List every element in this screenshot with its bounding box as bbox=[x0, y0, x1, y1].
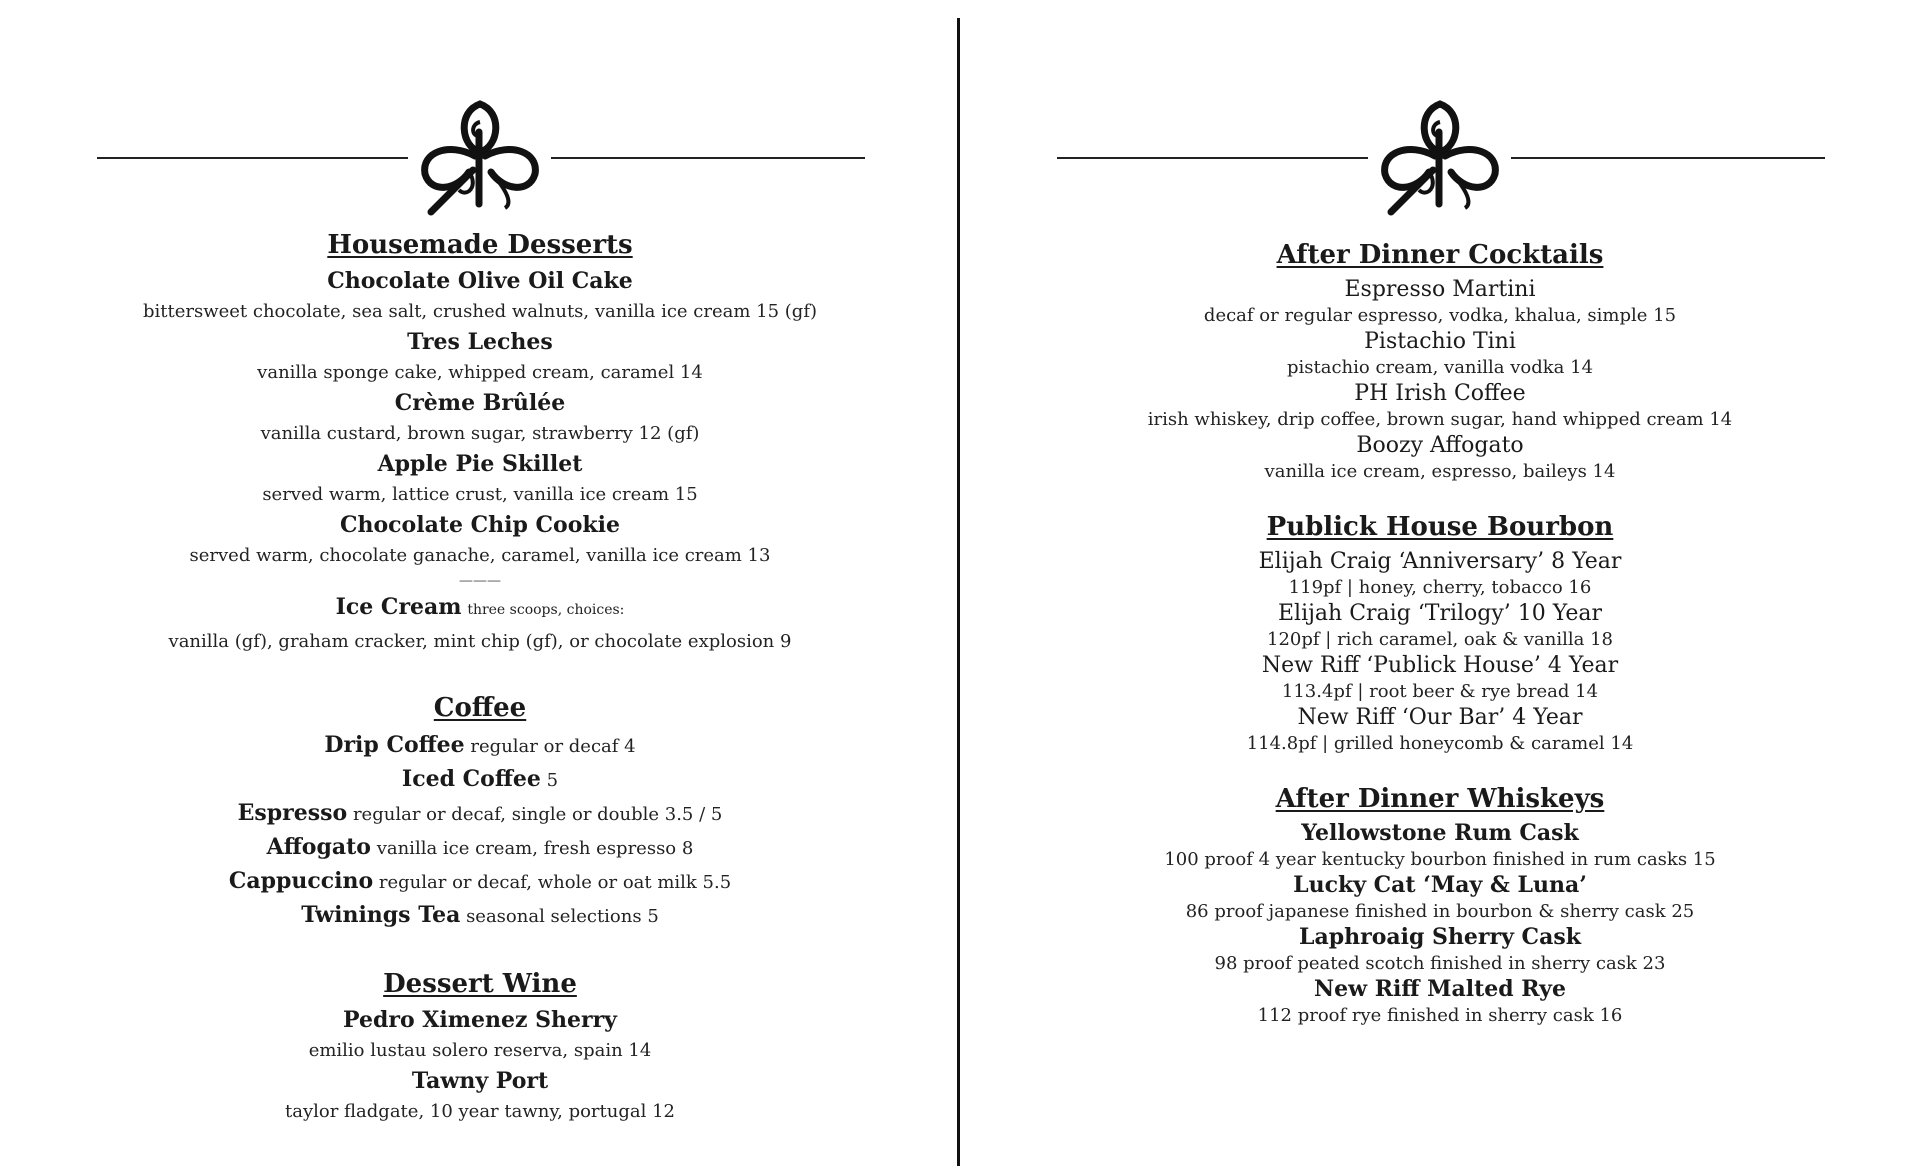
wine-list bbox=[40, 1005, 920, 1127]
item-name: New Riff ‘Our Bar’ 4 Year bbox=[1297, 705, 1583, 730]
desserts-list bbox=[40, 266, 920, 571]
left-menu-page bbox=[40, 0, 920, 1127]
item-desc: served warm, lattice crust, vanilla ice cream 15 bbox=[262, 484, 698, 505]
item-name: Tawny Port bbox=[411, 1068, 549, 1094]
item-name: Pistachio Tini bbox=[1364, 329, 1516, 354]
item-desc: 5 bbox=[546, 770, 559, 791]
item-name: PH Irish Coffee bbox=[1354, 381, 1526, 406]
item-name: Twinings Tea bbox=[301, 902, 461, 928]
menu-row bbox=[40, 797, 920, 831]
item-desc: vanilla sponge cake, whipped cream, caramel 14 bbox=[257, 362, 703, 383]
item-desc: decaf or regular espresso, vodka, khalua, simple 15 bbox=[1203, 305, 1677, 326]
menu-row bbox=[40, 729, 920, 763]
item-name: Boozy Affogato bbox=[1356, 433, 1524, 458]
right-menu-page bbox=[1000, 0, 1880, 1028]
item-desc: 86 proof japanese finished in bourbon & sherry cask 25 bbox=[1185, 901, 1695, 922]
item-name: Elijah Craig ‘Trilogy’ 10 Year bbox=[1277, 601, 1603, 626]
item-name: Affogato bbox=[266, 834, 371, 860]
section-title-coffee: Coffee bbox=[433, 693, 527, 723]
item-desc: 113.4pf | root beer & rye bread 14 bbox=[1281, 681, 1599, 702]
item-desc: 114.8pf | grilled honeycomb & caramel 14 bbox=[1246, 733, 1634, 754]
item-note: three scoops, choices: bbox=[467, 602, 625, 618]
section-title-bourbon: Publick House Bourbon bbox=[1266, 512, 1614, 542]
menu-row bbox=[40, 763, 920, 797]
item-desc: 120pf | rich caramel, oak & vanilla 18 bbox=[1267, 629, 1613, 650]
shamrock-logo-icon bbox=[1369, 92, 1511, 222]
item-desc: regular or decaf 4 bbox=[470, 736, 636, 757]
item-name: Espresso bbox=[237, 800, 348, 826]
section-title-whiskeys: After Dinner Whiskeys bbox=[1275, 784, 1605, 814]
bourbon-list bbox=[1000, 548, 1880, 756]
header-rule-left bbox=[1057, 157, 1368, 159]
item-name: Yellowstone Rum Cask bbox=[1301, 820, 1579, 846]
item-name: New Riff ‘Publick House’ 4 Year bbox=[1261, 653, 1619, 678]
item-desc: seasonal selections 5 bbox=[466, 906, 659, 927]
item-name: New Riff Malted Rye bbox=[1314, 976, 1566, 1002]
section-title-desserts: Housemade Desserts bbox=[327, 230, 633, 260]
item-name: Chocolate Chip Cookie bbox=[339, 512, 621, 538]
whiskeys-list bbox=[1000, 820, 1880, 1028]
item-name: Ice Cream bbox=[335, 594, 462, 620]
header-rule-right bbox=[551, 157, 865, 159]
item-desc: 100 proof 4 year kentucky bourbon finished in rum casks 15 bbox=[1164, 849, 1716, 870]
item-name: Espresso Martini bbox=[1344, 277, 1536, 302]
item-desc: taylor fladgate, 10 year tawny, portugal 12 bbox=[284, 1101, 675, 1122]
item-desc: 112 proof rye finished in sherry cask 16 bbox=[1257, 1005, 1623, 1026]
left-header bbox=[40, 0, 920, 220]
item-name: Lucky Cat ‘May & Luna’ bbox=[1293, 872, 1587, 898]
item-name: Chocolate Olive Oil Cake bbox=[327, 268, 633, 294]
item-name: Pedro Ximenez Sherry bbox=[343, 1007, 617, 1033]
menu-row bbox=[40, 831, 920, 865]
page-divider bbox=[957, 18, 960, 1166]
header-rule-right bbox=[1511, 157, 1825, 159]
menu-row bbox=[40, 865, 920, 899]
item-name: Crème Brûlée bbox=[394, 390, 566, 416]
coffee-list bbox=[40, 729, 920, 933]
item-desc: vanilla custard, brown sugar, strawberry 12 (gf) bbox=[260, 423, 700, 444]
item-desc: served warm, chocolate ganache, caramel, vanilla ice cream 13 bbox=[189, 545, 771, 566]
section-title-dessert-wine: Dessert Wine bbox=[383, 969, 577, 999]
item-desc: emilio lustau solero reserva, spain 14 bbox=[308, 1040, 652, 1061]
item-desc: bittersweet chocolate, sea salt, crushed walnuts, vanilla ice cream 15 (gf) bbox=[142, 301, 818, 322]
item-name: Drip Coffee bbox=[324, 732, 465, 758]
item-name: Laphroaig Sherry Cask bbox=[1299, 924, 1581, 950]
item-name: Tres Leches bbox=[407, 329, 553, 355]
right-menu-content bbox=[1000, 238, 1880, 1028]
separator: ——— bbox=[459, 573, 501, 589]
item-desc: 119pf | honey, cherry, tobacco 16 bbox=[1288, 577, 1592, 598]
item-desc: regular or decaf, single or double 3.5 / 5 bbox=[352, 804, 723, 825]
header-rule-left bbox=[97, 157, 408, 159]
item-desc: 98 proof peated scotch finished in sherry cask 23 bbox=[1214, 953, 1666, 974]
left-menu-content bbox=[40, 228, 920, 1127]
item-desc: pistachio cream, vanilla vodka 14 bbox=[1286, 357, 1594, 378]
section-title-cocktails: After Dinner Cocktails bbox=[1276, 240, 1604, 270]
item-name: Elijah Craig ‘Anniversary’ 8 Year bbox=[1258, 549, 1622, 574]
item-desc: vanilla (gf), graham cracker, mint chip (gf), or chocolate explosion 9 bbox=[168, 631, 792, 652]
item-name: Apple Pie Skillet bbox=[377, 451, 583, 477]
shamrock-logo-icon bbox=[409, 92, 551, 222]
item-desc: vanilla ice cream, fresh espresso 8 bbox=[376, 838, 694, 859]
cocktails-list bbox=[1000, 276, 1880, 484]
menu-row bbox=[40, 899, 920, 933]
item-desc: vanilla ice cream, espresso, baileys 14 bbox=[1264, 461, 1616, 482]
item-desc: regular or decaf, whole or oat milk 5.5 bbox=[378, 872, 732, 893]
item-name: Iced Coffee bbox=[401, 766, 541, 792]
right-header bbox=[1000, 0, 1880, 220]
ice-cream-row bbox=[40, 591, 920, 626]
item-name: Cappuccino bbox=[228, 868, 374, 894]
item-desc: irish whiskey, drip coffee, brown sugar, hand whipped cream 14 bbox=[1147, 409, 1733, 430]
